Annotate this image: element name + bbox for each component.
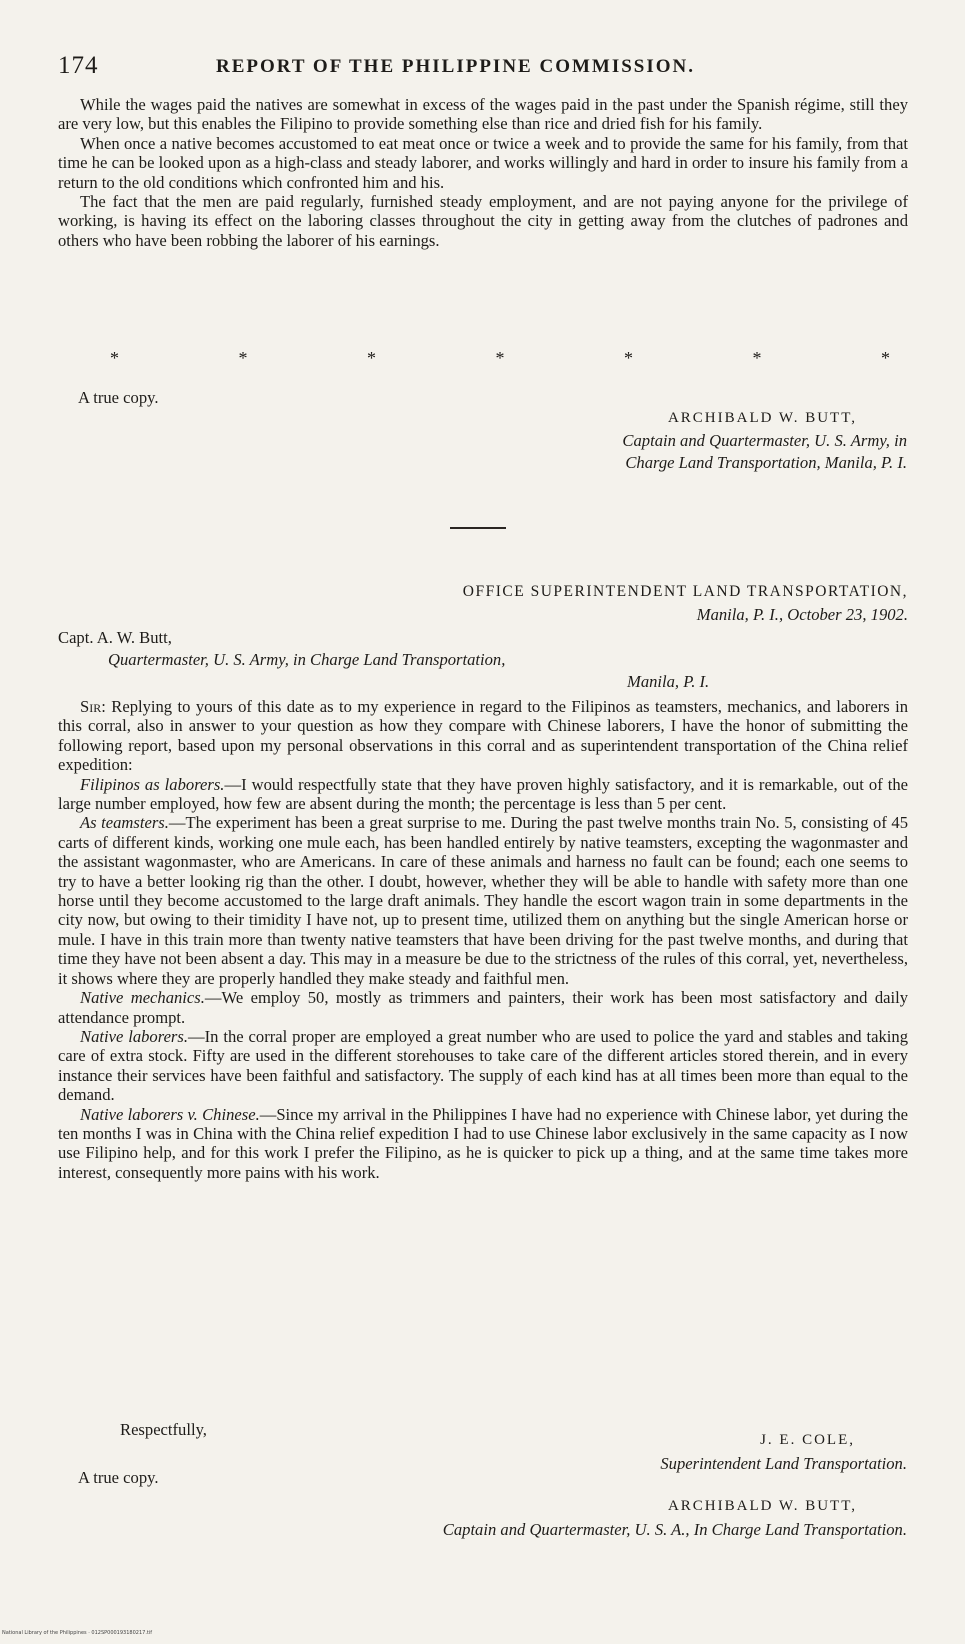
signature-name: ARCHIBALD W. BUTT, <box>667 410 857 426</box>
star: * <box>238 348 248 368</box>
page-number: 174 <box>58 52 99 79</box>
scan-footer: National Library of the Philippines · 012SP000193180217.tif <box>2 1630 153 1636</box>
letter-addressee: Capt. A. W. Butt, <box>58 628 172 647</box>
section-laborers <box>58 775 908 814</box>
letter-signer-title: Superintendent Land Transportation. <box>660 1454 907 1473</box>
star: * <box>881 348 890 368</box>
paragraph-paid-regularly: The fact that the men are paid regularly, furnished steady employment, and are not paying anyone for the privilege of working, is having its effect on the laboring classes throughout the city in getting away from the clutches of padrones and others who have been robbing the laborer of his earnings. <box>58 192 908 250</box>
intro-text: Replying to yours of this date as to my experience in regard to the Filipinos as teamsters, mechanics, and laborers in this corral, also in answer to your question as how they compare with Chinese laborers, I have the honor of submitting the following report, based upon my personal observations in this corral and as superintendent transportation of the China relief expedition: <box>58 697 908 775</box>
section-lead: As teamsters. <box>80 813 169 833</box>
letter-addressee-title: Quartermaster, U. S. Army, in Charge Land Transportation, <box>108 650 506 669</box>
star: * <box>367 348 376 368</box>
section-lead: Native laborers. <box>80 1026 189 1046</box>
signature-title-line2: Charge Land Transportation, Manila, P. I. <box>625 453 907 472</box>
section-versus-chinese <box>58 1105 908 1183</box>
section-text: —The experiment has been a great surprise to me. During the past twelve months train No. 5, consisting of 45 carts of different kinds, working one mule each, has been handled entirely by native teamsters, excepting the wagonmaster and the assistant wagonmaster, who are Americans. In care of these animals and harness no fault can be found; each one seems to try to have a better looking rig than the other. I doubt, however, whether they will be able to handle with safety more than one horse until they become accustomed to the large draft animals. They handle the escort wagon train in some departments in the city now, but owing to their timidity I have not, up to present time, utilized them on anything but the single American horse or mule. I have in this train more than twenty native teamsters that have been driving for the past twelve months, and during that time they have not been absent a day. This may in a measure be due to the strictness of the rules of this corral, yet, nevertheless, it shows where they are properly handled they make steady and faithful men. <box>58 813 909 988</box>
letter-body <box>58 697 908 1182</box>
letter-addressee-place: Manila, P. I. <box>627 672 710 691</box>
letter-signer-name: J. E. COLE, <box>760 1432 855 1448</box>
section-native-laborers <box>58 1027 908 1105</box>
section-text: —We employ 50, mostly as trimmers and painters, their work has been most satisfactory and daily attendance prompt. <box>58 988 909 1027</box>
attestation-true-copy: A true copy. <box>78 1468 159 1487</box>
section-text: —I would respectfully state that they have proven highly satisfactory, and it is remarkable, out of the large number employed, how few are absent during the month; the percentage is less than 5 per cent. <box>58 774 908 814</box>
attestation-name: ARCHIBALD W. BUTT, <box>667 1498 857 1514</box>
letter-office: OFFICE SUPERINTENDENT LAND TRANSPORTATION, <box>462 583 908 600</box>
salutation: Sir: <box>80 697 106 716</box>
star: * <box>624 348 633 368</box>
star: * <box>752 348 762 368</box>
true-copy-label: A true copy. <box>78 388 159 407</box>
letter-closing: Respectfully, <box>120 1420 207 1439</box>
section-lead: Native mechanics. <box>80 988 205 1008</box>
paragraph-meat: When once a native becomes accustomed to eat meat once or twice a week and to provide the same for his family, from that time he can be looked upon as a high-class and steady laborer, and works willingly and hard in order to insure his family from a return to the old conditions which confronted him and his. <box>58 133 908 192</box>
star: * <box>495 348 505 368</box>
star: * <box>110 348 119 368</box>
section-lead: Native laborers v. Chinese. <box>80 1104 260 1124</box>
ellipsis-stars <box>110 348 890 369</box>
letter-intro <box>58 697 908 775</box>
running-head: REPORT OF THE PHILIPPINE COMMISSION. <box>216 56 696 77</box>
letter-dateline: Manila, P. I., October 23, 1902. <box>696 605 908 624</box>
section-text: —Since my arrival in the Philippines I have had no experience with Chinese labor, yet during the ten months I was in China with the China relief expedition I had to use Chinese labor exclusively in the same capacity as I now use Filipino help, and for this work I prefer the Filipino, as he is quicker to pick up a thing, and at the same time takes more interest, consequently more pains with his work. <box>58 1104 908 1182</box>
page-header <box>58 52 907 82</box>
paragraph-wages: While the wages paid the natives are somewhat in excess of the wages paid in the past under the Spanish régime, still they are very low, but this enables the Filipino to provide something else than rice and dried fish for his family. <box>58 95 908 134</box>
section-mechanics <box>58 988 908 1027</box>
section-text: —In the corral proper are employed a great number who are used to police the yard and stables and taking care of extra stock. Fifty are used in the different storehouses to take care of the different articles stored therein, and in every instance their services have been faithful and satisfactory. The supply of each kind has at all times been more than equal to the demand. <box>58 1026 908 1105</box>
section-divider <box>450 527 506 529</box>
section-teamsters <box>58 813 908 988</box>
section-lead: Filipinos as laborers. <box>80 774 225 794</box>
report-excerpt <box>58 95 908 250</box>
signature-title-line1: Captain and Quartermaster, U. S. Army, in <box>622 431 907 450</box>
attestation-title: Captain and Quartermaster, U. S. A., In Charge Land Transportation. <box>442 1520 907 1539</box>
